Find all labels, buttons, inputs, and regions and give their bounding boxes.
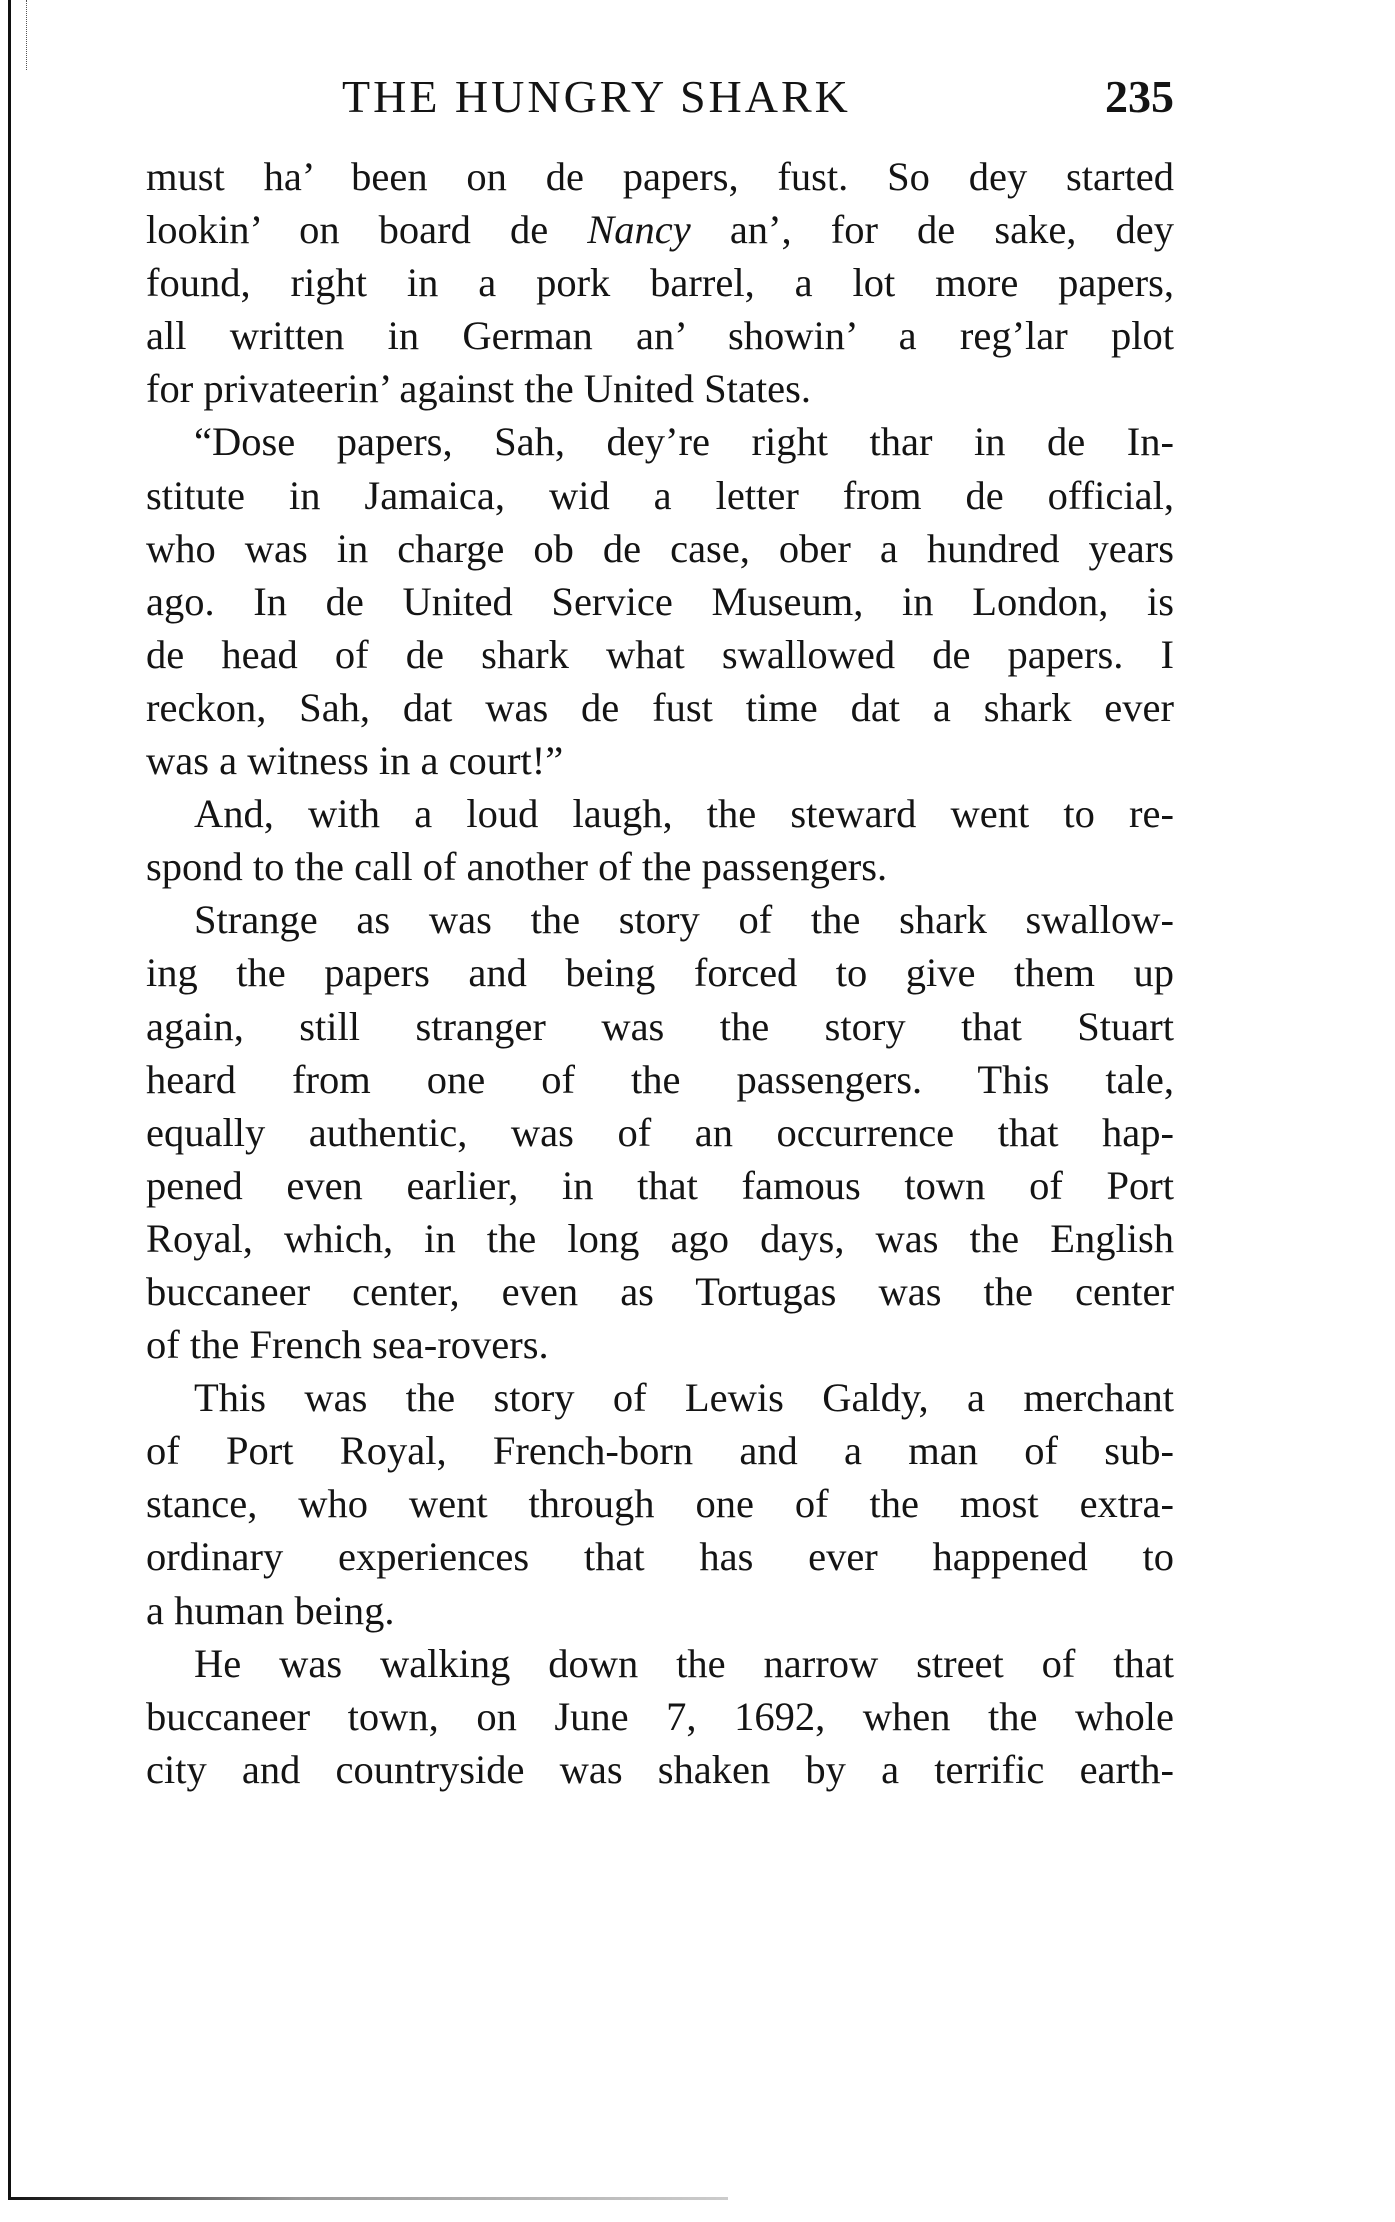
text-line: reckon, Sah, dat was de fust time dat a shark ever (146, 684, 1174, 730)
text-line: Strange as was the story of the shark swallow- (194, 897, 1174, 943)
text-line: of the French sea-rovers. (146, 1322, 549, 1368)
scan-mark (26, 0, 28, 70)
text-line: city and countryside was shaken by a terrific earth- (146, 1746, 1174, 1792)
text-line: a human being. (146, 1587, 395, 1633)
text-line: stance, who went through one of the most extra- (146, 1481, 1174, 1527)
page-number: 235 (1105, 71, 1174, 122)
text-line: “Dose papers, Sah, dey’re right thar in de In- (194, 419, 1174, 465)
text-line: found, right in a pork barrel, a lot more papers, (146, 260, 1174, 306)
text-run: an’, for de sake, dey (690, 207, 1174, 253)
text-line: This was the story of Lewis Galdy, a merchant (194, 1375, 1174, 1421)
text-line: must ha’ been on de papers, fust. So dey started (146, 154, 1174, 199)
text-line (146, 203, 1174, 256)
text-line: ago. In de United Service Museum, in London, is (146, 578, 1174, 624)
text-line: who was in charge ob de case, ober a hundred years (146, 525, 1174, 571)
text-line: all written in German an’ showin’ a reg’lar plot (146, 313, 1174, 359)
text-line: heard from one of the passengers. This tale, (146, 1056, 1174, 1102)
text-line: de head of de shark what swallowed de papers. I (146, 631, 1174, 677)
page-bottom-edge (8, 2197, 728, 2200)
text-line: again, still stranger was the story that Stuart (146, 1003, 1174, 1049)
text-line: spond to the call of another of the passengers. (146, 844, 888, 890)
text-line: of Port Royal, French-born and a man of sub- (146, 1428, 1174, 1474)
text-line: equally authentic, was of an occurrence that hap- (146, 1109, 1174, 1155)
text-line: was a witness in a court!” (146, 738, 564, 784)
running-head (146, 62, 1174, 132)
text-line: Royal, which, in the long ago days, was the English (146, 1215, 1174, 1261)
text-line: for privateerin’ against the United States. (146, 366, 812, 412)
text-line: He was walking down the narrow street of that (194, 1640, 1174, 1686)
text-line: ordinary experiences that has ever happened to (146, 1534, 1174, 1580)
text-line: pened even earlier, in that famous town of Port (146, 1162, 1174, 1208)
text-line: buccaneer town, on June 7, 1692, when the whole (146, 1693, 1174, 1739)
italic-ship-name: Nancy (587, 207, 691, 253)
text-line: stitute in Jamaica, wid a letter from de official, (146, 472, 1174, 518)
text-line: And, with a loud laugh, the steward went to re- (194, 791, 1174, 837)
text-line: buccaneer center, even as Tortugas was the center (146, 1268, 1174, 1314)
body-text (146, 150, 1174, 1796)
running-head-title: THE HUNGRY SHARK (342, 71, 851, 122)
text-line: ing the papers and being forced to give them up (146, 950, 1174, 996)
text-run: lookin’ on board de (146, 207, 588, 253)
binding-edge (8, 0, 11, 2200)
